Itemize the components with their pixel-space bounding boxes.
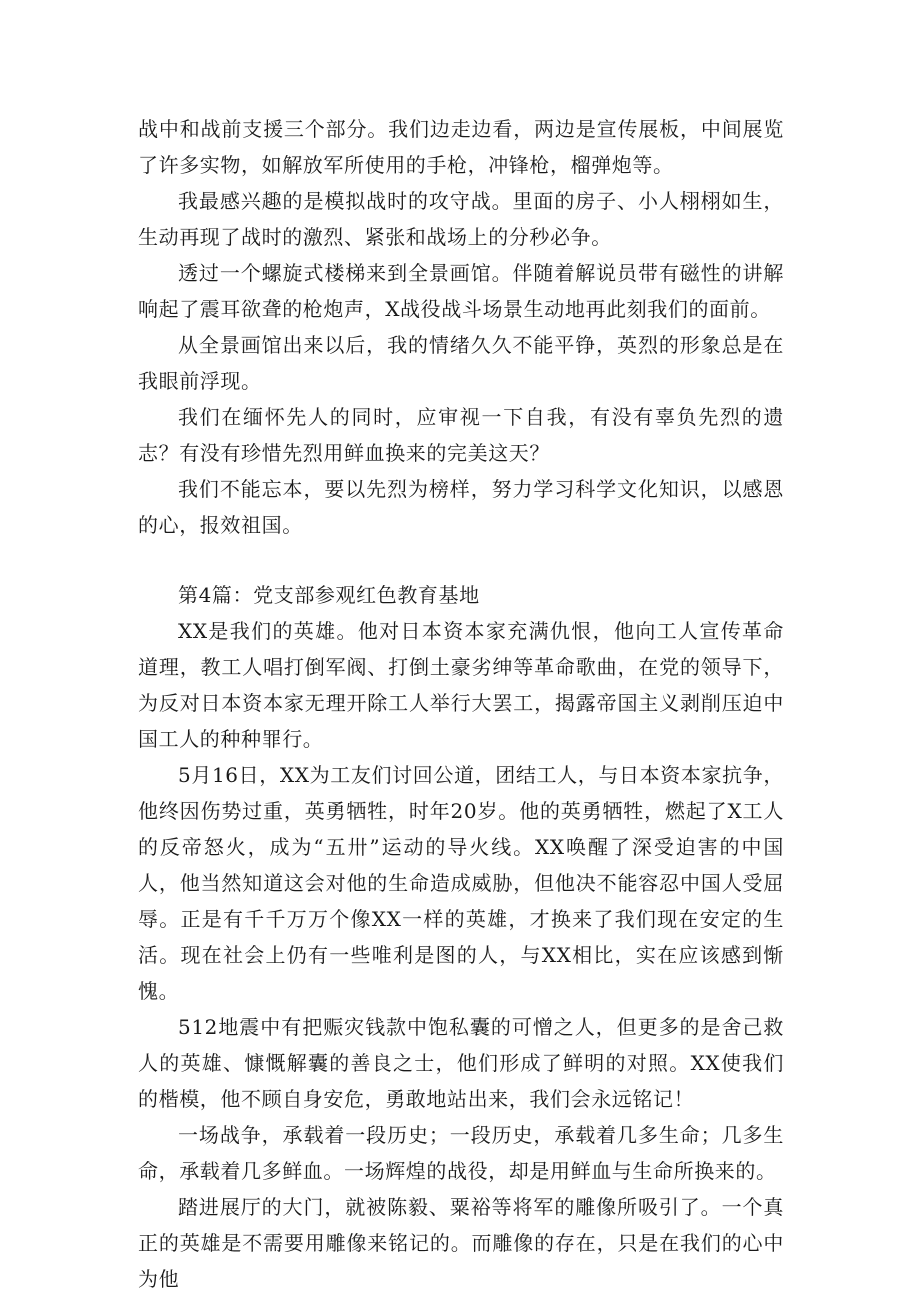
- paragraph: 我们在缅怀先人的同时，应审视一下自我，有没有辜负先烈的遗志？有没有珍惜先烈用鲜血换来的完美这天？: [138, 405, 784, 465]
- paragraph: 一场战争，承载着一段历史；一段历史，承载着几多生命；几多生命，承载着几多鲜血。一场辉煌的战役，却是用鲜血与生命所换来的。: [138, 1123, 784, 1183]
- paragraph: 512地震中有把赈灾钱款中饱私囊的可憎之人，但更多的是舍己救人的英雄、慷慨解囊的善良之士，他们形成了鲜明的对照。XX使我们的楷模，他不顾自身安危，勇敢地站出来，我们会永远铭记！: [138, 1015, 784, 1111]
- paragraph: 我们不能忘本，要以先烈为榜样，努力学习科学文化知识，以感恩的心，报效祖国。: [138, 477, 784, 537]
- document-page: [138, 111, 784, 1297]
- paragraph: 透过一个螺旋式楼梯来到全景画馆。伴随着解说员带有磁性的讲解响起了震耳欲聋的枪炮声，X战役战斗场景生动地再此刻我们的面前。: [138, 261, 784, 321]
- section-title: 第4篇：党支部参观红色教育基地: [178, 583, 480, 607]
- paragraph: 战中和战前支援三个部分。我们边走边看，两边是宣传展板，中间展览了许多实物，如解放军所使用的手枪，冲锋枪，榴弹炮等。: [138, 117, 784, 177]
- paragraph: 我最感兴趣的是模拟战时的攻守战。里面的房子、小人栩栩如生，生动再现了战时的激烈、紧张和战场上的分秒必争。: [138, 189, 784, 249]
- paragraph: 踏进展厅的大门，就被陈毅、粟裕等将军的雕像所吸引了。一个真正的英雄是不需要用雕像来铭记的。而雕像的存在，只是在我们的心中为他: [138, 1195, 784, 1291]
- paragraph: 5月16日，XX为工友们讨回公道，团结工人，与日本资本家抗争，他终因伤势过重，英勇牺牲，时年20岁。他的英勇牺牲，燃起了X工人的反帝怒火，成为“五卅”运动的导火线。XX唤醒了深受迫害的中国人，他当然知道这会对他的生命造成威胁，但他决不能容忍中国人受屈辱。正是有千千万万个像XX一样的英雄，才换来了我们现在安定的生活。现在社会上仍有一些唯利是图的人，与XX相比，实在应该感到惭愧。: [138, 763, 784, 1003]
- paragraph: XX是我们的英雄。他对日本资本家充满仇恨，他向工人宣传革命道理，教工人唱打倒军阀、打倒土豪劣绅等革命歌曲，在党的领导下，为反对日本资本家无理开除工人举行大罢工，揭露帝国主义剥削压迫中国工人的种种罪行。: [138, 619, 784, 751]
- paragraph: 从全景画馆出来以后，我的情绪久久不能平铮，英烈的形象总是在我眼前浮现。: [138, 333, 784, 393]
